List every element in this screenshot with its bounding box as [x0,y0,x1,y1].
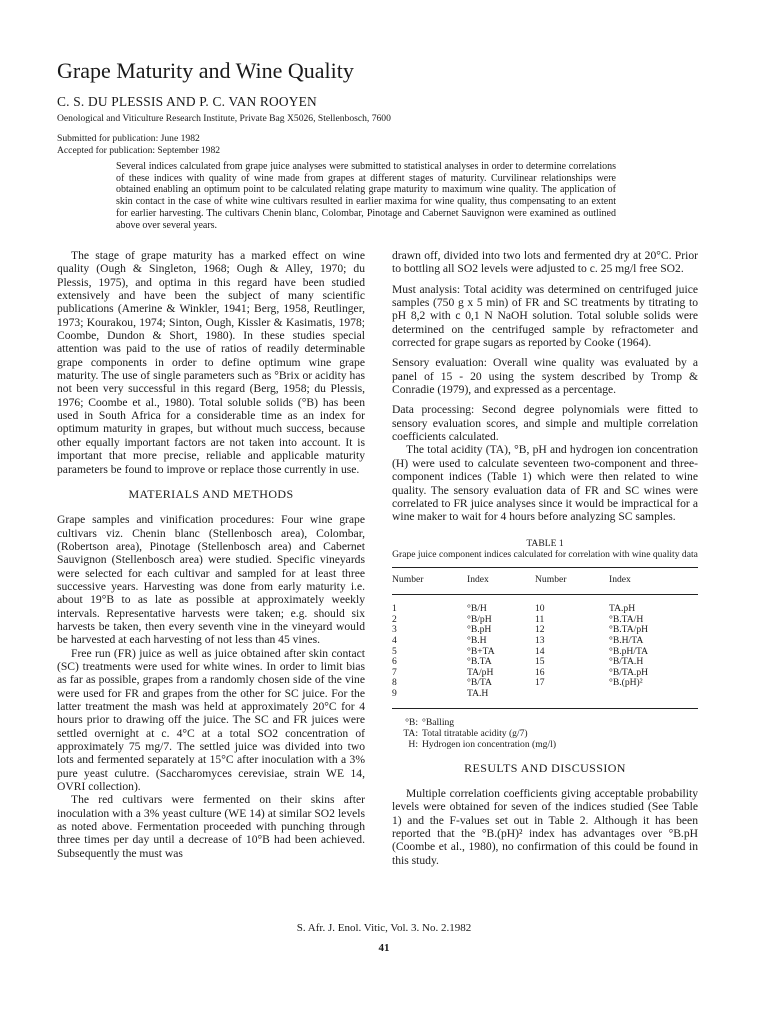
note-abbreviation: H: [408,738,418,750]
note-text: Hydrogen ion concentration (mg/l) [422,738,557,750]
table-cell: 3 [392,624,397,636]
table-cell: 14 [535,645,545,657]
journal-citation: S. Afr. J. Enol. Vitic, Vol. 3. No. 2.1982 [296,922,472,934]
table-cell: °B/TA [467,677,492,689]
table-cell: TA/pH [467,666,494,678]
free-run-paragraph: Free run (FR) juice as well as juice obtained after skin contact (SC) treatments were used for white wines. In order to limit bias as far as possible, grapes from a randomly chosen side of the vine were used for FR and grapes from the other for SC juice. For the latter treatment the mash was held at approximately 20°C for 4 hours prior to drawing off the juice. The SC and FR juices were settled overnight at c. 4°C at a total SO2 concentration of approximately 75 mg/7. The settled juice was divided into two lots and fermented separately at 15°C after inoculation with a 3% pure yeast culutre. (Saccharomyces cerevisiae, strain WE 14, OVRI collection). [57,646,365,794]
column-header: Number [392,567,467,594]
table-cell: °B+TA [467,645,495,657]
table-label: TABLE 1 [526,537,564,549]
page-number: 41 [378,942,390,954]
table-cell: °B/TA.H [609,656,644,668]
table-cell: TA.pH [609,603,636,615]
results-heading: RESULTS AND DISCUSSION [464,760,626,775]
table-note [392,717,698,728]
note-abbreviation: °B: [405,716,418,728]
column-header: Number [535,567,609,594]
results-paragraph: Multiple correlation coefficients giving acceptable probability levels were obtained for seven of the indices studied (See Table 1) and the F-values set out in Table 2. Although it has been reported that the °B.(pH)² index has advantages over °B.pH (Coombe et al., 1980), no confirmation of this could be found in this study. [392,786,698,867]
note-text: °Balling [422,716,455,728]
table-cell [609,689,698,708]
indices-table [392,567,698,709]
accepted-date: Accepted for publication: September 1982 [57,144,221,156]
table-notes [392,717,698,750]
table-cell: °B.pH/TA [609,645,649,657]
red-cultivars-paragraph: The red cultivars were fermented on their skins after inoculation with a 3% yeast culture (WE 14) at similar SO2 levels as noted above. Fermentation proceeded with punching through three times per day until a decrease of 10°B had been achieved. Subsequently the must was [57,793,365,860]
table-cell: 2 [392,613,397,625]
affiliation: Oenological and Viticulture Research Institute, Private Bag X5026, Stellenbosch, 7600 [57,113,391,124]
column-header: Index [609,567,698,594]
table-cell: 4 [392,635,397,647]
table-cell: °B/H [467,603,487,615]
note-text: Total titratable acidity (g/7) [422,727,528,739]
sensory-evaluation-paragraph: Sensory evaluation: Overall wine quality was evaluated by a panel of 15 - 20 using the system described by Tromp & Conradie (1979), and expressed as a percentage. [392,356,698,397]
table-cell: 1 [392,603,397,615]
table-note [392,739,698,750]
samples-paragraph: Grape samples and vinification procedures: Four wine grape cultivars viz. Chenin blanc (Stellenbosch area), Colombar, (Robertson area), Pinotage (Stellenbosch area) and Cabernet Sauvignon (Stellenbosch area) were studied. Specific vineyards were selected for each cultivar and sampled for at least three successive years. Harvesting was done from early maturity i.e. about 19°B to as late as possible at approximately weekly intervals. Representative harvests were taken; e.g. should six harvests be taken, then every seventh vine in the vineyard would be harvested at each harvesting of not less than 45 vines. [57,513,365,647]
table-body [392,595,698,708]
data-processing-paragraph: Data processing: Second degree polynomials were fitted to sensory evaluation scores, and simple and multiple correlation coefficients calculated. [392,403,698,444]
total-acidity-paragraph: The total acidity (TA), °B, pH and hydrogen ion concentration (H) were used to calculate seventeen two-component and three-component indices (Table 1) which were then related to wine quality. The sensory evaluation data of FR and SC wines were correlated to FR juice analyses since it would be impractical for a wine maker to wait for 4 hours before analyzing SC samples. [392,443,698,524]
table-cell: 12 [535,624,545,636]
submission-dates [57,133,220,156]
note-abbreviation: TA: [403,727,418,739]
table-cell: °B.TA/H [609,613,644,625]
table-cell: 7 [392,666,397,678]
table-cell: TA.H [467,689,535,708]
table-header-row [392,567,698,594]
table-cell: 13 [535,635,545,647]
table-note [392,728,698,739]
column-header: Index [467,567,535,594]
abstract: Several indices calculated from grape juice analyses were submitted to statistical analyses in order to determine correlations of these indices with quality of wine made from grapes at different stages of maturity. Curvilinear relationships were obtained enabling an optimum point to be calculated relating grape maturity to maximum wine quality. The application of skin contact in the case of white wine cultivars resulted in earlier maxima for wine quality, thus compensating to an extent for earlier harvesting. The cultivars Chenin blanc, Colombar, Pinotage and Cabernet Sauvignon were examined as outlined above over several years. [116,161,616,231]
table-cell: °B.H [467,635,487,647]
table-cell: 15 [535,656,545,668]
must-analysis-paragraph: Must analysis: Total acidity was determined on centrifuged juice samples (750 g x 5 min) of FR and SC treatments by titrating to pH 8,2 with c 0,1 N NaOH solution. Total soluble solids were determined on the centrifuged sample by refractometer and corrected for grape sugars as reported by Cooke (1964). [392,282,698,350]
table-cell: °B.H/TA [609,635,644,647]
table-caption [392,538,698,560]
table-cell: 8 [392,677,397,689]
table-row [392,657,698,668]
table-cell [535,689,609,708]
intro-paragraph: The stage of grape maturity has a marked effect on wine quality (Ough & Singleton, 1968; Ough & Alley, 1970; du Plessis, 1975), and optima in this regard have been studied extensively and have been the subject of many scientific publications (Amerine & Winkler, 1941; Berg, 1958, Reutlinger, 1973; Kourakou, 1974; Sinton, Ough, Kissler & Kasimatis, 1978; Coombe, Dundon & Short, 1980). In these studies special attention was paid to the use of ratios of readily determinable grape components in order to define optimum wine grape maturity. The use of single parameters such as °Brix or acidity has not been very successful in this regard (Berg, 1958; du Plessis, 1976; Coombe et al., 1980). Total soluble solids (°B) has been used in South Africa for a considerable time as an index for optimum maturity in grapes, but without much success, because other equally important factors are not taken into account. It is important that more precise, reliable and applicable maturity parameters be found to improve or replace those currently in use. [57,249,365,476]
table-row [392,678,698,689]
table-row [392,636,698,647]
right-column [392,249,698,867]
table-cell: 6 [392,656,397,668]
table-caption-text: Grape juice component indices calculated for correlation with wine quality data [392,548,698,560]
table-cell: °B.pH [467,624,492,636]
table-cell: 5 [392,645,397,657]
table-cell: °B/pH [467,613,492,625]
table-cell: 17 [535,677,545,689]
table-cell: °B.TA/pH [609,624,649,636]
table-row [392,625,698,636]
table-row [392,689,698,708]
table-cell: 11 [535,613,545,625]
table-cell: 10 [535,603,545,615]
submitted-date: Submitted for publication: June 1982 [57,133,200,144]
table-row [392,595,698,615]
paper-title: Grape Maturity and Wine Quality [57,58,354,83]
table-row [392,615,698,626]
table-cell: 9 [392,689,467,708]
table-cell: °B.(pH)² [609,677,643,689]
table-cell: °B/TA.pH [609,666,649,678]
table-cell: °B.TA [467,656,492,668]
author-line: C. S. DU PLESSIS AND P. C. VAN ROOYEN [57,94,317,109]
table-row [392,668,698,679]
table-cell: 16 [535,666,545,678]
table-row [392,647,698,658]
methods-heading: MATERIALS AND METHODS [128,486,294,501]
drawn-off-paragraph: drawn off, divided into two lots and fermented dry at 20°C. Prior to bottling all SO2 levels were adjusted to c. 25 mg/l free SO2. [392,249,698,276]
left-column [57,249,365,860]
